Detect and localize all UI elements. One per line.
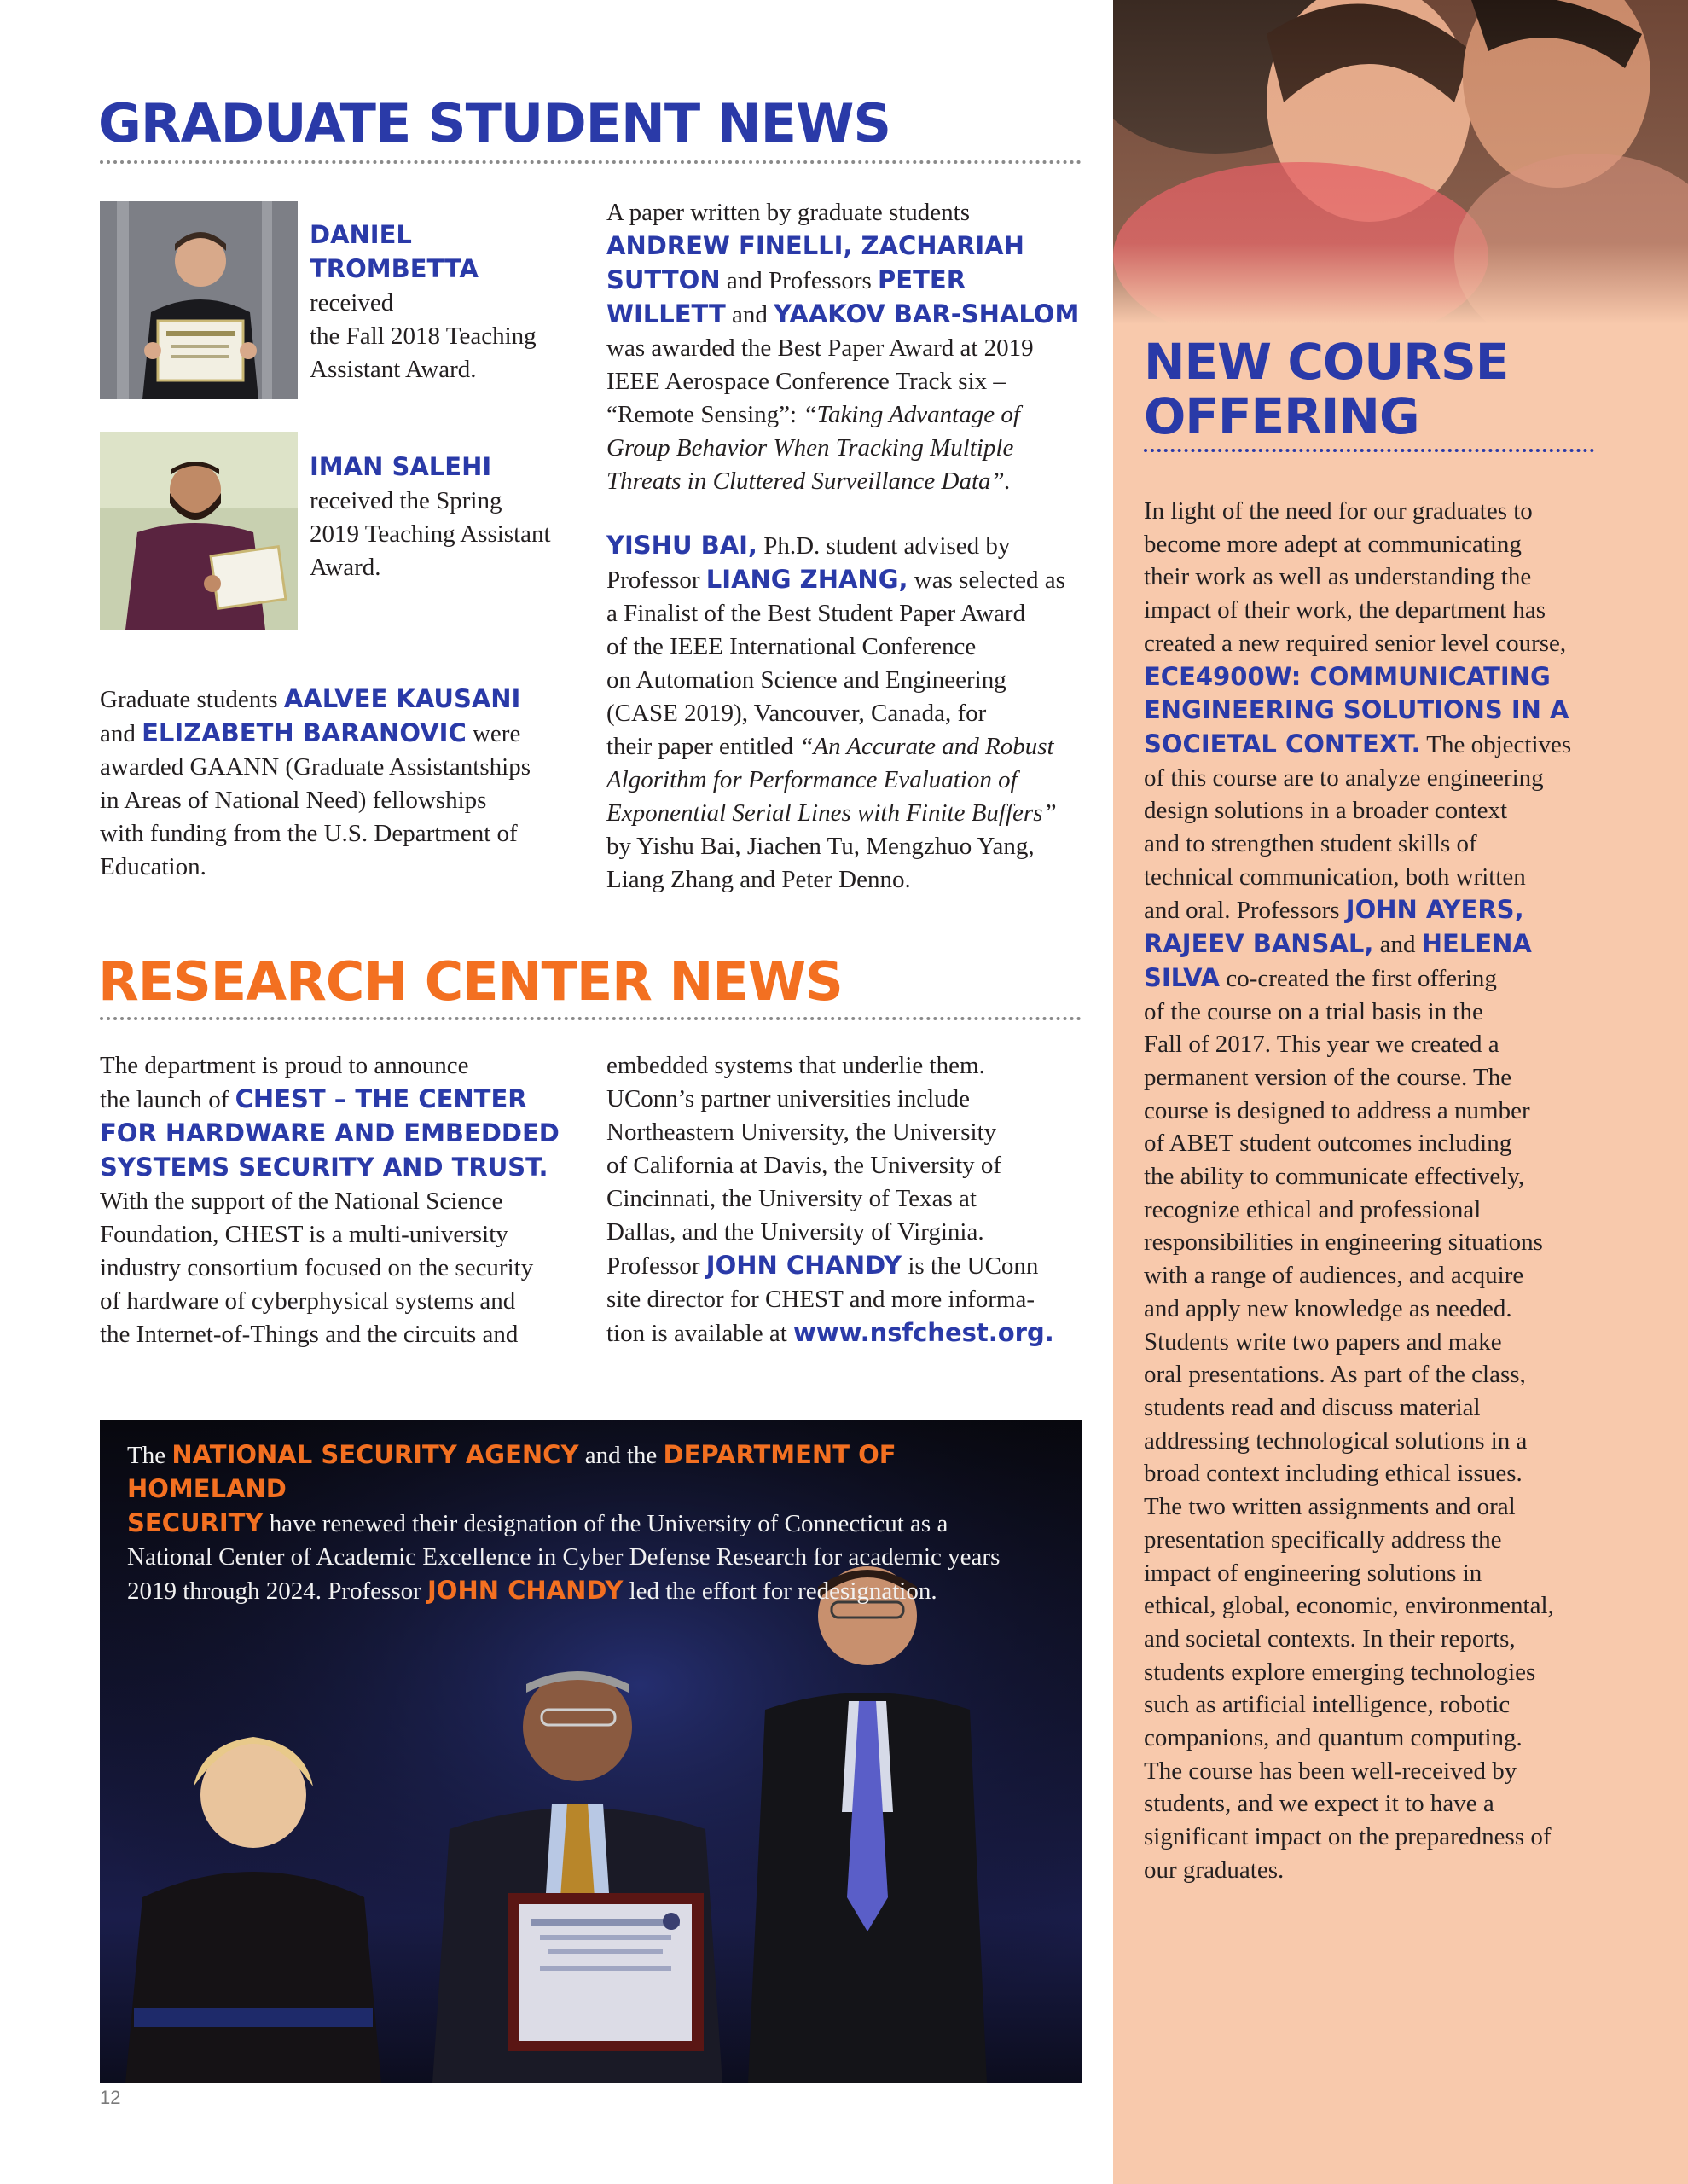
nsa-text2: and the [578, 1442, 664, 1469]
paper-title-part3: Threats in Cluttered Surveillance Data”. [606, 468, 1011, 495]
course-line32: presentation specifically address the [1144, 1525, 1502, 1554]
paper-title-part1: “Taking Advantage of [803, 401, 1020, 428]
trombetta-name-first: DANIEL [310, 220, 412, 249]
yishu-line5: on Automation Science and Engineering [606, 666, 1006, 694]
paper-title-part2: Group Behavior When Tracking Multiple [606, 434, 1014, 462]
students-photo [1113, 0, 1688, 324]
chest-line9: the Internet-of-Things and the circuits and [100, 1321, 519, 1348]
gaann-line4: in Areas of National Need) fellowships [100, 787, 487, 814]
yishu-line11: Liang Zhang and Peter Denno. [606, 866, 911, 893]
course-line8b: The objectives [1420, 730, 1572, 758]
baranovic-name: ELIZABETH BARANOVIC [142, 718, 467, 747]
chest-line6: Foundation, CHEST is a multi-university [100, 1221, 508, 1248]
gaann-paragraph [100, 682, 577, 884]
trombetta-line3: Assistant Award. [310, 356, 477, 383]
course-line36: students explore emerging technologies [1144, 1658, 1536, 1686]
trombetta-photo [100, 201, 298, 399]
nsa-chandy-name: JOHN CHANDY [427, 1576, 624, 1605]
new-course-heading [1144, 334, 1508, 444]
john-ayers-name: JOHN AYERS, [1345, 895, 1524, 925]
bar-shalom-name: YAAKOV BAR-SHALOM [774, 299, 1080, 328]
nsfchest-link[interactable]: www.nsfchest.org. [793, 1318, 1054, 1347]
paper-line7a: “Remote Sensing”: [606, 401, 803, 428]
nsa-photo-box [100, 1420, 1082, 2083]
course-line16: of the course on a trial basis in the [1144, 997, 1483, 1025]
chest-right-line2: UConn’s partner universities include [606, 1085, 971, 1112]
course-line2: become more adept at communicating [1144, 530, 1522, 558]
nsa-text1: The [127, 1442, 172, 1469]
gaann-line5: with funding from the U.S. Department of [100, 820, 518, 847]
course-line26: Students write two papers and make [1144, 1327, 1502, 1356]
salehi-text [310, 450, 583, 584]
nsa-text3: have renewed their designation of the University of Connecticut as a [263, 1510, 948, 1537]
chest-right-line1: embedded systems that underlie them. [606, 1052, 985, 1079]
course-line1: In light of the need for our graduates to [1144, 497, 1533, 525]
yishu-bai-paragraph [606, 529, 1101, 897]
chest-right-line6: Dallas, and the University of Virginia. [606, 1218, 984, 1246]
best-paper-paragraph [606, 196, 1093, 498]
course-line10: design solutions in a broader context [1144, 797, 1508, 825]
chest-line7: industry consortium focused on the security [100, 1254, 534, 1281]
course-name-part1: ECE4900W: COMMUNICATING [1144, 661, 1551, 691]
paper-line6: IEEE Aerospace Conference Track six – [606, 368, 1006, 395]
yishu-line7a: their paper entitled [606, 733, 800, 760]
graduate-heading-rule [100, 160, 1082, 164]
chest-line8: of hardware of cyberphysical systems and [100, 1287, 516, 1315]
gaann-text1: Graduate students [100, 686, 284, 713]
nsa-line4b: led the effort for redesignation. [623, 1577, 937, 1605]
yishu-text1: Ph.D. student advised by [757, 532, 1011, 560]
course-name-part3: SOCIETAL CONTEXT. [1144, 729, 1421, 758]
course-line4: impact of their work, the department has [1144, 596, 1546, 624]
nsa-name: NATIONAL SECURITY AGENCY [171, 1440, 579, 1469]
paper-line5: was awarded the Best Paper Award at 2019 [606, 334, 1034, 362]
dhs-name-part2: SECURITY [127, 1508, 264, 1537]
john-chandy-name: JOHN CHANDY [705, 1251, 902, 1280]
yishu-text2: Professor [606, 566, 706, 594]
course-line38: companions, and quantum computing. [1144, 1724, 1523, 1752]
nsa-caption [127, 1438, 1057, 1608]
liang-zhang-name: LIANG ZHANG, [705, 565, 908, 594]
sutton-name: SUTTON [606, 265, 721, 294]
yishu-title-part3: Exponential Serial Lines with Finite Buffers” [606, 799, 1057, 827]
course-line34: ethical, global, economic, environmental, [1144, 1592, 1554, 1620]
course-line19: course is designed to address a number [1144, 1096, 1530, 1124]
course-line15b: co-created the first offering [1220, 964, 1497, 992]
chest-right-line5: Cincinnati, the University of Texas at [606, 1185, 977, 1212]
yishu-text3: was selected as [908, 566, 1065, 594]
course-line18: permanent version of the course. The [1144, 1063, 1512, 1091]
page-number: 12 [100, 2087, 121, 2108]
willett-last-name: WILLETT [606, 299, 726, 328]
new-course-heading-line2: OFFERING [1144, 387, 1419, 445]
chest-name-part1: CHEST – THE CENTER [235, 1084, 527, 1113]
course-line20: of ABET student outcomes including [1144, 1130, 1512, 1158]
chest-paragraph-right [606, 1049, 1101, 1350]
course-line30: broad context including ethical issues. [1144, 1460, 1523, 1488]
salehi-line3: Award. [310, 554, 381, 581]
course-line42: our graduates. [1144, 1856, 1285, 1884]
course-line40: students, and we expect it to have a [1144, 1790, 1494, 1818]
yishu-line6: (CASE 2019), Vancouver, Canada, for [606, 700, 987, 727]
chest-right-line7a: Professor [606, 1252, 706, 1280]
course-line22: recognize ethical and professional [1144, 1195, 1482, 1223]
silva-last-name: SILVA [1144, 962, 1221, 992]
finelli-sutton-names: ANDREW FINELLI, ZACHARIAH [606, 231, 1024, 260]
yishu-bai-name: YISHU BAI, [606, 531, 757, 560]
chest-right-line3: Northeastern University, the University [606, 1118, 997, 1146]
gaann-text2: and [100, 720, 142, 747]
course-line24: with a range of audiences, and acquire [1144, 1262, 1524, 1290]
research-heading-rule [100, 1017, 1082, 1020]
course-line23: responsibilities in engineering situations [1144, 1228, 1543, 1257]
chest-line1: The department is proud to announce [100, 1052, 469, 1079]
nsa-line3: National Center of Academic Excellence in Cyber Defense Research for academic years [127, 1543, 1001, 1571]
chest-name-part2: FOR HARDWARE AND EMBEDDED [100, 1118, 560, 1147]
course-line37: such as artificial intelligence, robotic [1144, 1691, 1511, 1719]
course-line31: The two written assignments and oral [1144, 1493, 1516, 1521]
trombetta-line1: received [310, 289, 394, 317]
course-line12: technical communication, both written [1144, 863, 1526, 891]
graduate-news-heading: GRADUATE STUDENT NEWS [98, 92, 891, 154]
chest-right-line8: site director for CHEST and more informa- [606, 1286, 1035, 1313]
course-line41: significant impact on the preparedness of [1144, 1823, 1552, 1851]
course-line5: created a new required senior level course, [1144, 629, 1567, 657]
course-line11: and to strengthen student skills of [1144, 830, 1477, 858]
chest-paragraph-left [100, 1049, 595, 1351]
paper-text2: and Professors [720, 267, 879, 294]
course-paragraph [1144, 495, 1673, 1887]
course-line3: their work as well as understanding the [1144, 563, 1532, 591]
salehi-name: IMAN SALEHI [310, 452, 492, 481]
chest-line5: With the support of the National Science [100, 1188, 503, 1215]
course-line25: and apply new knowledge as needed. [1144, 1294, 1512, 1322]
gaann-text3: were [466, 720, 521, 747]
course-line28: students read and discuss material [1144, 1393, 1481, 1421]
course-line29: addressing technological solutions in a [1144, 1426, 1528, 1455]
course-line17: Fall of 2017. This year we created a [1144, 1031, 1499, 1059]
chest-right-line4: of California at Davis, the University of [606, 1152, 1002, 1179]
yishu-title-part1: “An Accurate and Robust [799, 733, 1054, 760]
dhs-name-part1: DEPARTMENT OF HOMELAND [127, 1440, 896, 1503]
course-line35: and societal contexts. In their reports, [1144, 1624, 1516, 1653]
course-line9: of this course are to analyze engineering [1144, 764, 1544, 792]
yishu-line10: by Yishu Bai, Jiachen Tu, Mengzhuo Yang, [606, 833, 1035, 860]
salehi-line2: 2019 Teaching Assistant [310, 520, 551, 548]
course-line14b: and [1373, 931, 1422, 959]
gaann-line3: awarded GAANN (Graduate Assistantships [100, 753, 531, 781]
yishu-line3: a Finalist of the Best Student Paper Award [606, 600, 1026, 627]
willett-first-name: PETER [878, 265, 966, 294]
nsa-line4a: 2019 through 2024. Professor [127, 1577, 428, 1605]
course-line27: oral presentations. As part of the class, [1144, 1361, 1526, 1389]
chest-right-line7b: is the UConn [902, 1252, 1039, 1280]
course-line13a: and oral. Professors [1144, 897, 1346, 925]
paper-text3: and [725, 301, 774, 328]
chest-line2: the launch of [100, 1086, 235, 1113]
salehi-photo [100, 432, 298, 630]
salehi-line1: received the Spring [310, 487, 502, 514]
course-line39: The course has been well-received by [1144, 1757, 1517, 1785]
course-line21: the ability to communicate effectively, [1144, 1163, 1525, 1191]
research-news-heading: RESEARCH CENTER NEWS [98, 950, 843, 1013]
course-heading-rule [1144, 449, 1594, 452]
course-name-part2: ENGINEERING SOLUTIONS IN A [1144, 695, 1569, 725]
trombetta-text [310, 218, 566, 386]
kausani-name: AALVEE KAUSANI [283, 684, 521, 713]
course-line33: impact of engineering solutions in [1144, 1559, 1482, 1587]
trombetta-name-last: TROMBETTA [310, 254, 479, 283]
paper-line1: A paper written by graduate students [606, 199, 971, 226]
gaann-line6: Education. [100, 853, 206, 880]
yishu-title-part2: Algorithm for Performance Evaluation of [606, 766, 1018, 793]
trombetta-line2: the Fall 2018 Teaching [310, 322, 537, 350]
helena-first-name: HELENA [1421, 929, 1532, 959]
course-sidebar [1113, 0, 1688, 2184]
yishu-line4: of the IEEE International Conference [606, 633, 977, 660]
chest-name-part3: SYSTEMS SECURITY AND TRUST. [100, 1153, 548, 1182]
new-course-heading-line1: NEW COURSE [1144, 333, 1509, 391]
rajeev-bansal-name: RAJEEV BANSAL, [1144, 929, 1374, 959]
chest-right-line9: tion is available at [606, 1320, 794, 1347]
